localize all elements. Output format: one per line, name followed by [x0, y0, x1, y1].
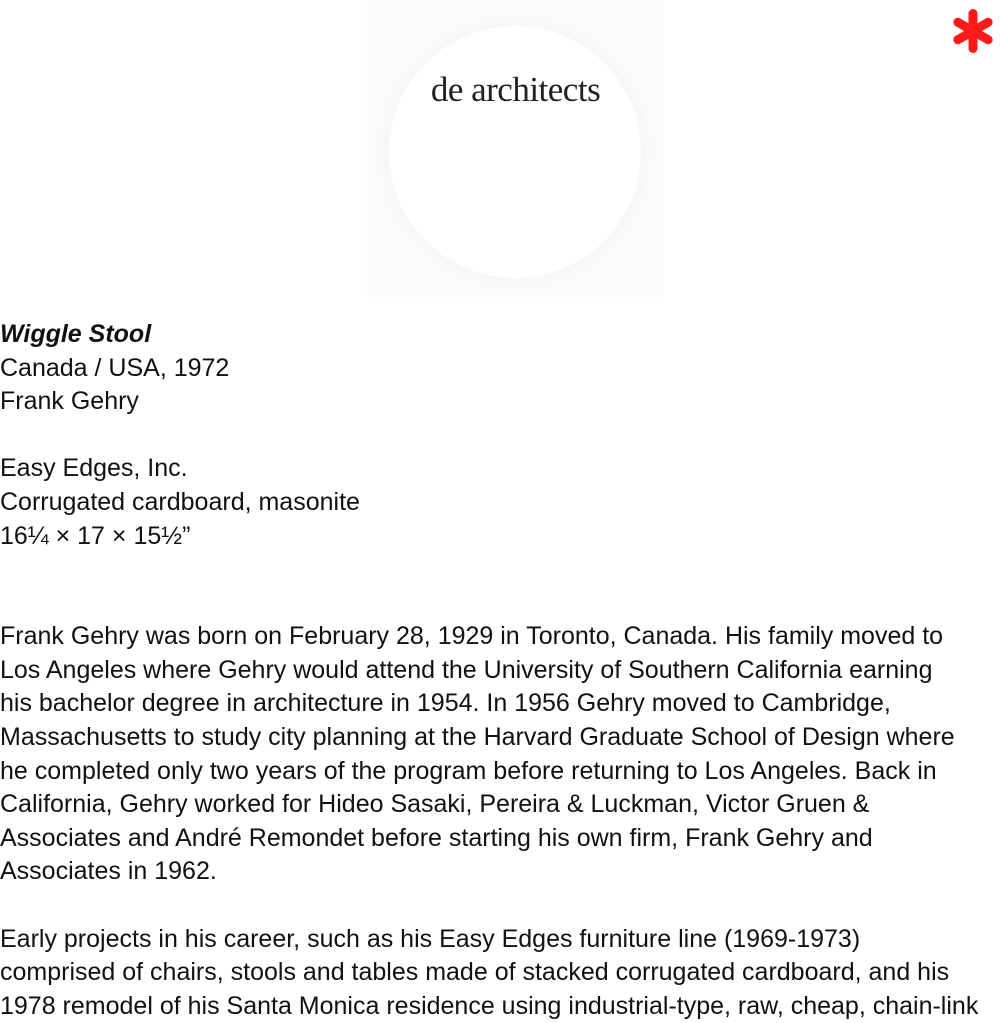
product-dimensions: 16¼ × 17 × 15½”: [0, 520, 1000, 554]
logo-text: de architects: [367, 70, 664, 110]
logo[interactable]: [367, 0, 664, 297]
product-title: Wiggle Stool: [0, 318, 1000, 352]
description-paragraph-2: [0, 923, 1000, 1023]
asterisk-icon[interactable]: [950, 8, 996, 54]
paragraph-line: he completed only two years of the program before returning to Los Angeles. Back in: [0, 755, 1000, 789]
paragraph-line: Massachusetts to study city planning at the Harvard Graduate School of Design where: [0, 721, 1000, 755]
product-manufacturer: Easy Edges, Inc.: [0, 452, 1000, 486]
paragraph-line: his bachelor degree in architecture in 1954. In 1956 Gehry moved to Cambridge,: [0, 687, 1000, 721]
paragraph-line: Associates and André Remondet before starting his own firm, Frank Gehry and: [0, 822, 1000, 856]
paragraph-line: Associates in 1962.: [0, 855, 1000, 889]
description-paragraph-1: [0, 620, 1000, 889]
paragraph-line: comprised of chairs, stools and tables made of stacked corrugated cardboard, and his: [0, 956, 1000, 990]
product-materials: Corrugated cardboard, masonite: [0, 486, 1000, 520]
product-designer: Frank Gehry: [0, 385, 1000, 419]
product-origin: Canada / USA, 1972: [0, 352, 1000, 386]
paragraph-line: 1978 remodel of his Santa Monica residence using industrial-type, raw, cheap, chain-link: [0, 990, 1000, 1023]
product-details: [0, 318, 1000, 1023]
logo-ring: [389, 26, 641, 278]
paragraph-line: Los Angeles where Gehry would attend the University of Southern California earning: [0, 654, 1000, 688]
paragraph-line: Frank Gehry was born on February 28, 1929 in Toronto, Canada. His family moved to: [0, 620, 1000, 654]
paragraph-line: California, Gehry worked for Hideo Sasaki, Pereira & Luckman, Victor Gruen &: [0, 788, 1000, 822]
paragraph-line: Early projects in his career, such as his Easy Edges furniture line (1969-1973): [0, 923, 1000, 957]
